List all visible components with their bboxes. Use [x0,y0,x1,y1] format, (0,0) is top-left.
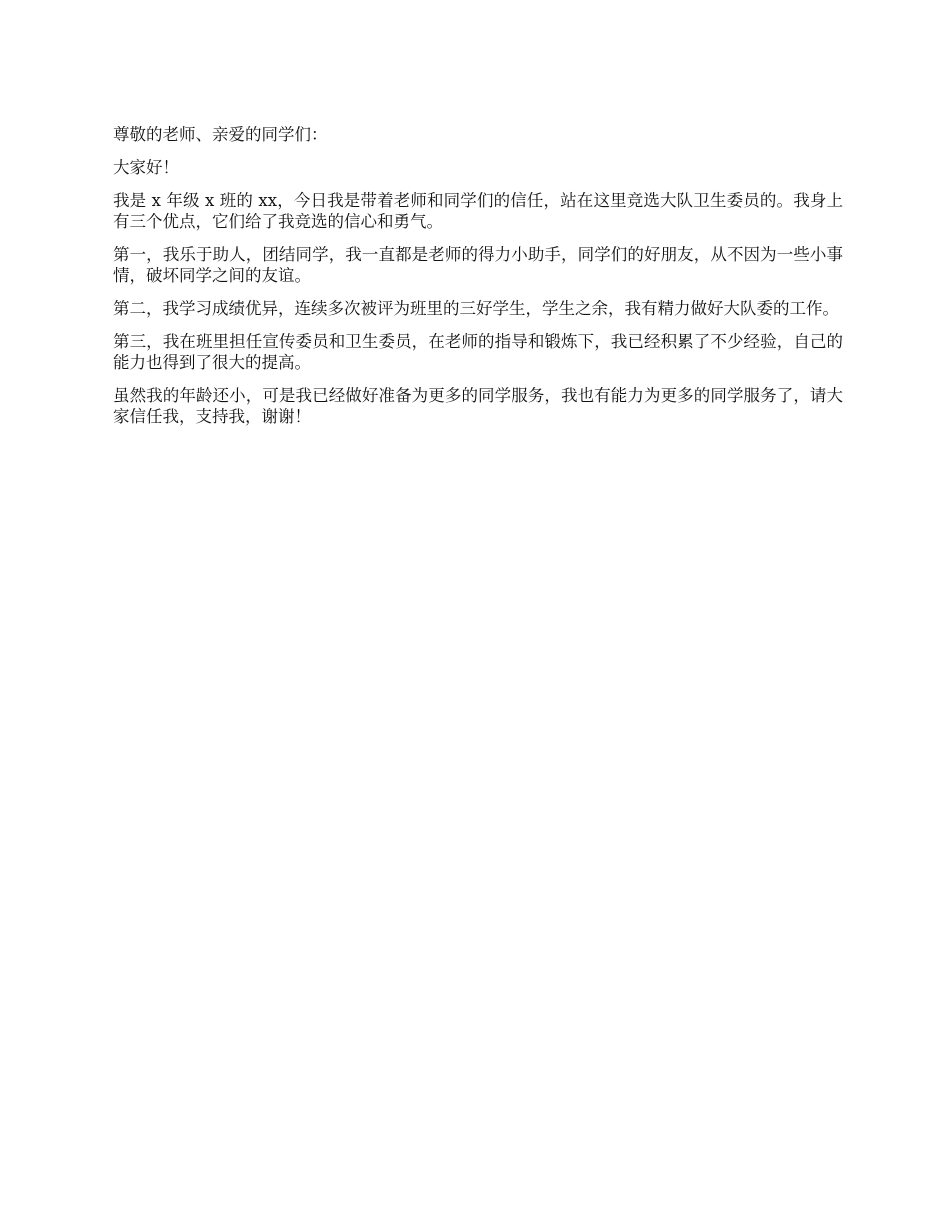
paragraph-second-point: 第二，我学习成绩优异，连续多次被评为班里的三好学生，学生之余，我有精力做好大队委的工作。 [113,299,839,318]
paragraph-first-point: 第一，我乐于助人，团结同学，我一直都是老师的得力小助手，同学们的好朋友，从不因为一些小事情，破坏同学之间的友谊。 [113,245,843,285]
paragraph-introduction: 我是 x 年级 x 班的 xx，今日我是带着老师和同学们的信任，站在这里竞选大队卫生委员的。我身上有三个优点，它们给了我竞选的信心和勇气。 [113,191,843,231]
greeting-hello: 大家好！ [113,158,179,177]
paragraph-third-point: 第三，我在班里担任宣传委员和卫生委员，在老师的指导和锻炼下，我已经积累了不少经验，自己的能力也得到了很大的提高。 [113,332,843,372]
greeting-salutation: 尊敬的老师、亲爱的同学们： [113,125,328,144]
document-body [113,124,843,439]
paragraph-closing: 虽然我的年龄还小，可是我已经做好准备为更多的同学服务，我也有能力为更多的同学服务了，请大家信任我，支持我，谢谢！ [113,386,843,426]
